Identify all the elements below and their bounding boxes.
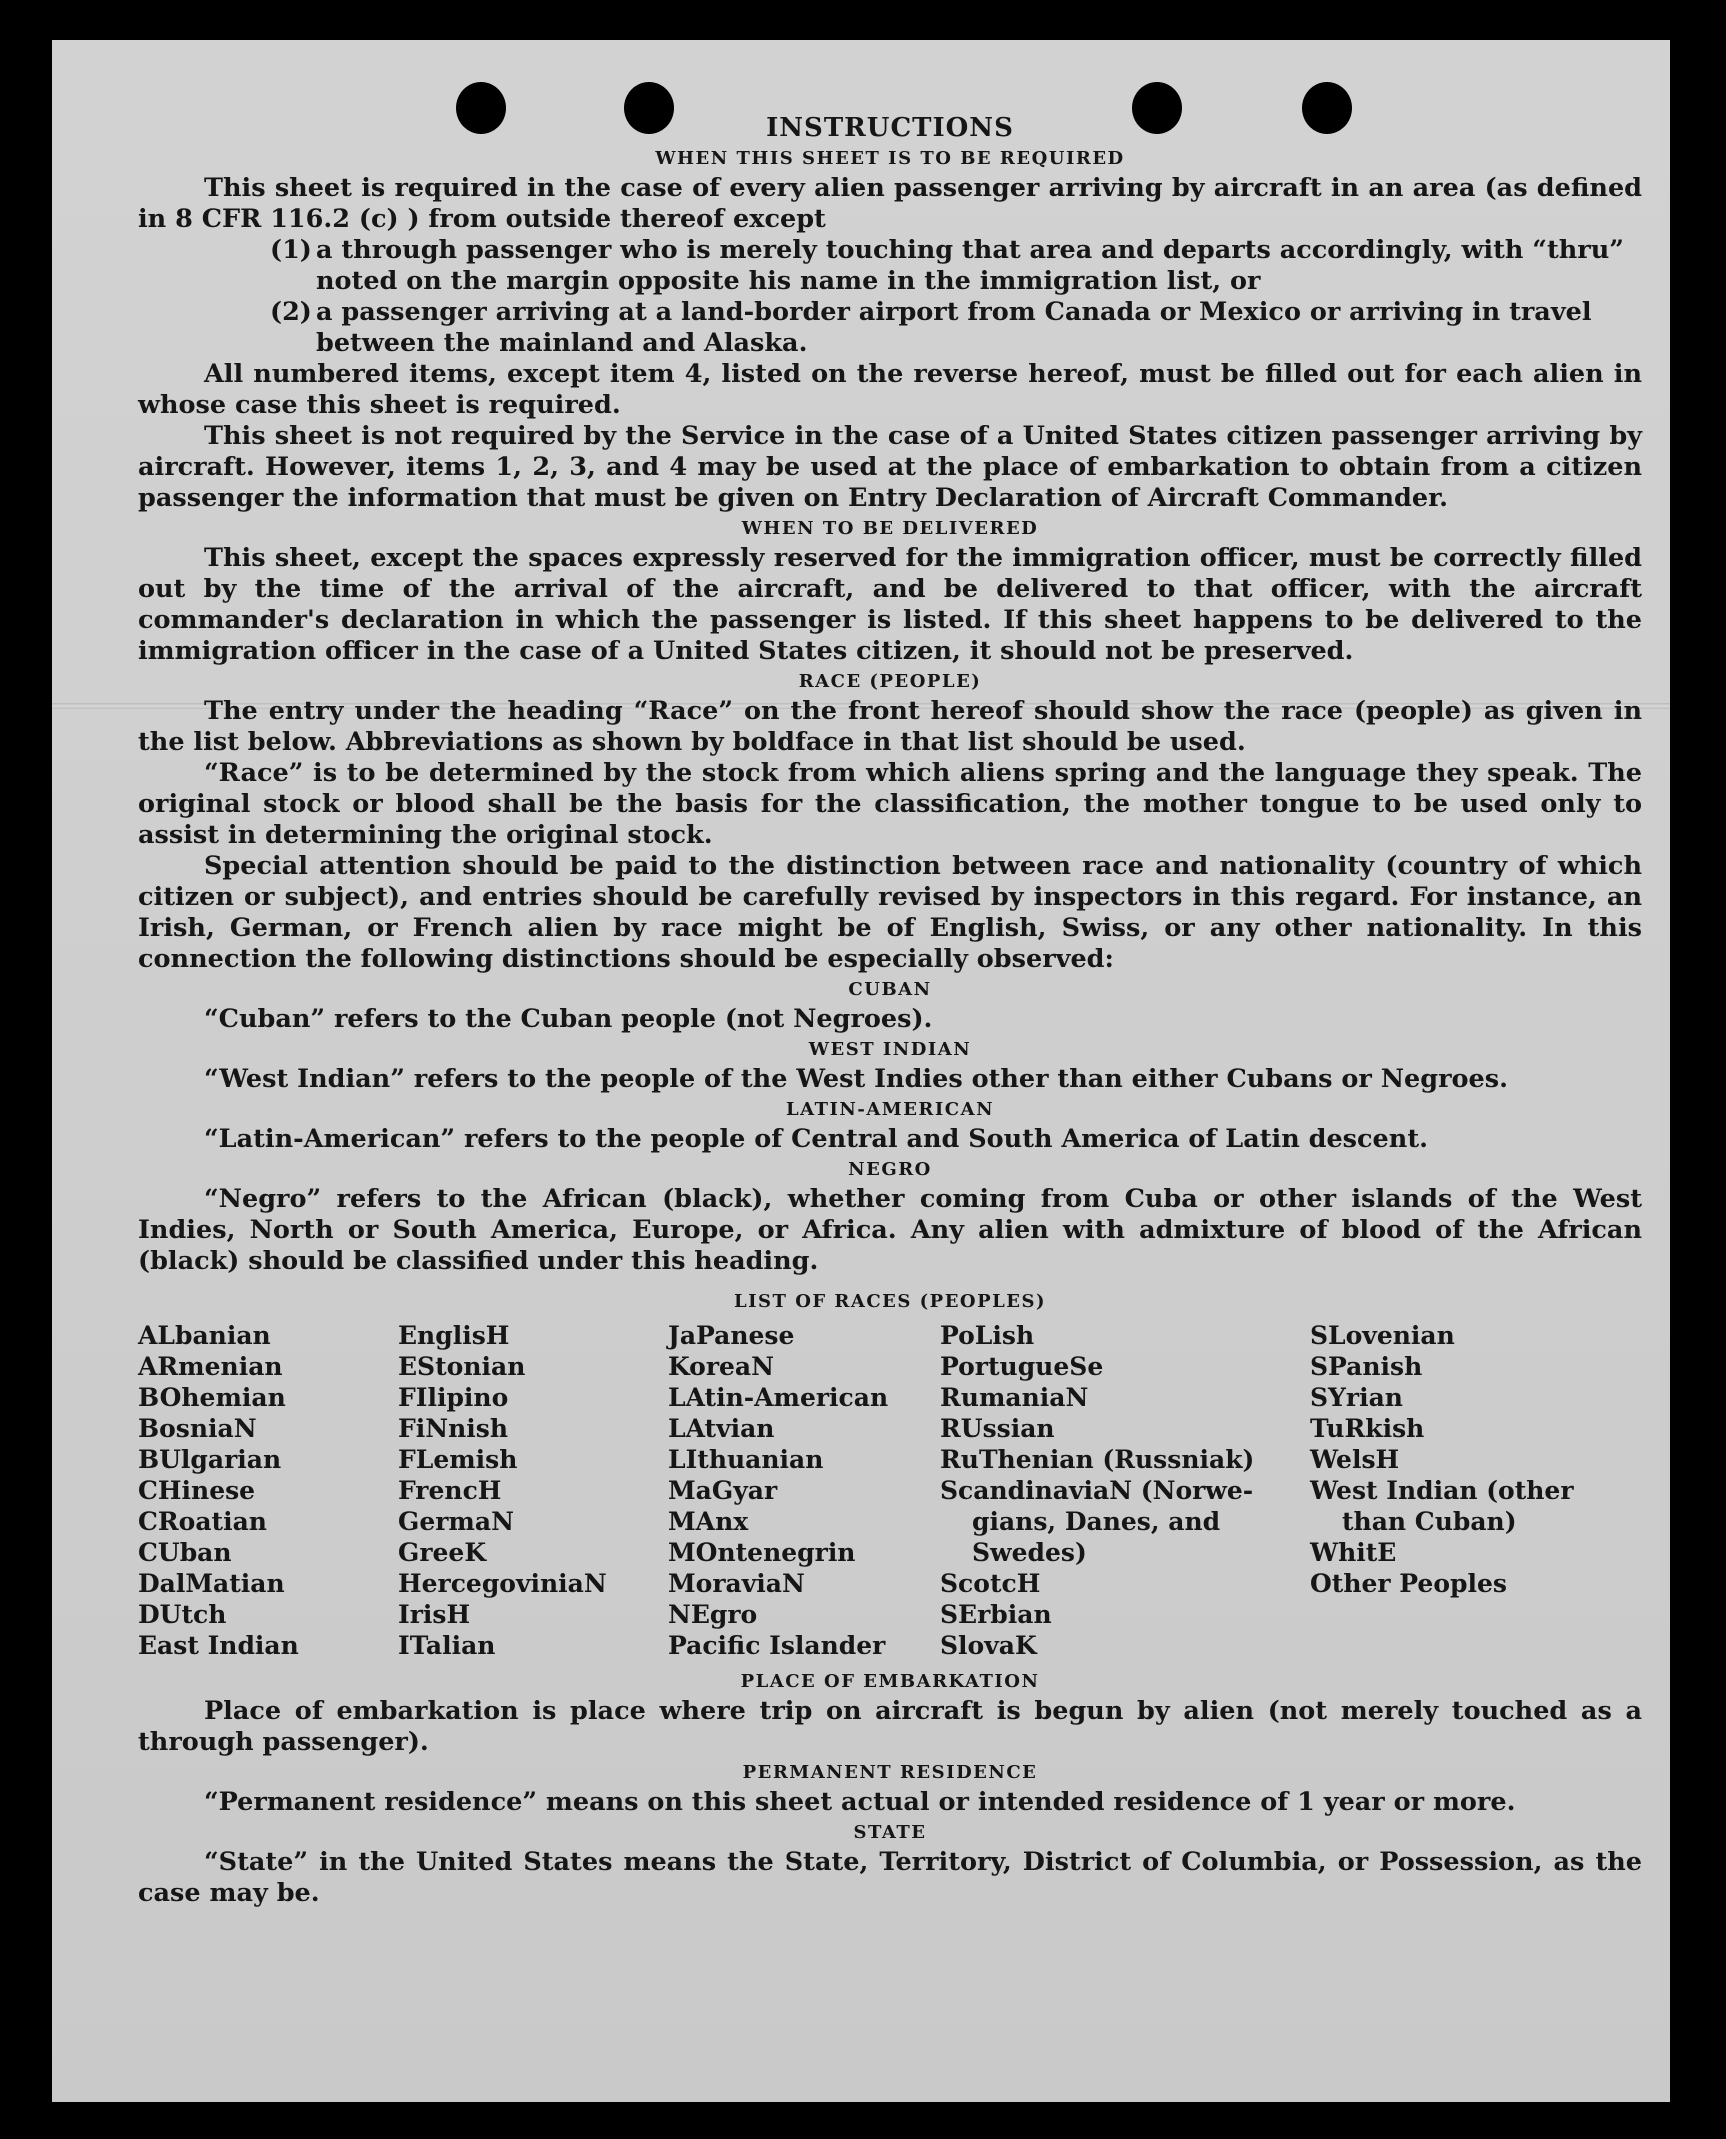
race-entry: JaPanese	[668, 1321, 795, 1350]
paragraph: “Permanent residence” means on this sheet actual or intended residence of 1 year or more.	[204, 1787, 1516, 1817]
heading-when-delivered: WHEN TO BE DELIVERED	[741, 518, 1039, 539]
race-entry: SlovaK	[940, 1631, 1037, 1660]
paragraph: All numbered items, except item 4, listed on the reverse hereof, must be filled out for each alien in whose case this sheet is required.	[138, 359, 1642, 420]
document-sheet	[52, 40, 1670, 2102]
race-entry: Pacific Islander	[668, 1631, 886, 1660]
race-entry: TuRkish	[1310, 1414, 1425, 1443]
paragraph: “Negro” refers to the African (black), whether coming from Cuba or other islands of the West Indies, North or South America, Europe, or Africa. Any alien with admixture of blood of the African (black) should be classified under this heading.	[138, 1184, 1642, 1276]
race-entry: GermaN	[398, 1507, 514, 1536]
race-entry: PortugueSe	[940, 1352, 1104, 1381]
instructions-body	[138, 112, 1642, 1909]
race-entry: RuThenian (Russniak)	[940, 1445, 1255, 1474]
race-entry: GreeK	[398, 1538, 487, 1567]
race-entry: ARmenian	[138, 1352, 283, 1381]
heading-cuban: CUBAN	[848, 979, 932, 1000]
races-column	[940, 1320, 1310, 1661]
race-entry: DalMatian	[138, 1569, 285, 1598]
race-entry: East Indian	[138, 1631, 299, 1660]
race-entry: LIthuanian	[668, 1445, 824, 1474]
races-column	[138, 1320, 398, 1661]
heading-place-of-embarkation: PLACE OF EMBARKATION	[740, 1671, 1040, 1692]
race-entry: BosniaN	[138, 1414, 257, 1443]
exception-text: a passenger arriving at a land-border airport from Canada or Mexico or arriving in travel between the mainland and Alaska.	[316, 297, 1592, 358]
race-entry: ALbanian	[138, 1321, 271, 1350]
paragraph: Special attention should be paid to the distinction between race and nationality (country of which citizen or subject), and entries should be carefully revised by inspectors in this regard. For instance, an Irish, German, or French alien by race might be of English, Swiss, or any other nationality. In this connection the following distinctions should be especially observed:	[138, 851, 1642, 974]
race-entry: EStonian	[398, 1352, 526, 1381]
exception-number: (2)	[270, 297, 312, 327]
race-entry: SErbian	[940, 1600, 1052, 1629]
race-entry: NEgro	[668, 1600, 758, 1629]
race-entry: MoraviaN	[668, 1569, 805, 1598]
heading-race: RACE (PEOPLE)	[798, 671, 982, 692]
race-entry: CUban	[138, 1538, 232, 1567]
race-entry: BOhemian	[138, 1383, 286, 1412]
exception-number: (1)	[270, 235, 312, 265]
race-entry: SPanish	[1310, 1352, 1423, 1381]
race-entry: CRoatian	[138, 1507, 267, 1536]
race-entry: DUtch	[138, 1600, 227, 1629]
paragraph: “Cuban” refers to the Cuban people (not Negroes).	[204, 1004, 933, 1034]
race-entry: KoreaN	[668, 1352, 774, 1381]
race-entry: HercegoviniaN	[398, 1569, 607, 1598]
exception-item	[138, 235, 1642, 297]
race-entry: FIlipino	[398, 1383, 509, 1412]
heading-permanent-residence: PERMANENT RESIDENCE	[742, 1762, 1038, 1783]
paragraph: This sheet is required in the case of every alien passenger arriving by aircraft in an area (as defined in 8 CFR 116.2 (c) ) from outside thereof except	[138, 173, 1642, 234]
race-entry: LAtin-American	[668, 1383, 889, 1412]
race-entry: ScandinaviaN (Norwe-	[940, 1476, 1254, 1505]
heading-when-required: WHEN THIS SHEET IS TO BE REQUIRED	[655, 148, 1125, 169]
heading-negro: NEGRO	[848, 1159, 932, 1180]
races-column	[668, 1320, 940, 1661]
race-entry: EnglisH	[398, 1321, 510, 1350]
paragraph: “Race” is to be determined by the stock from which aliens spring and the language they speak. The original stock or blood shall be the basis for the classification, the mother tongue to be used only to assist in determining the original stock.	[138, 758, 1642, 850]
race-entry: FrencH	[398, 1476, 502, 1505]
races-column	[398, 1320, 668, 1661]
paragraph: “Latin-American” refers to the people of Central and South America of Latin descent.	[204, 1124, 1428, 1154]
race-entry: West Indian (other	[1310, 1476, 1574, 1505]
race-entry: FLemish	[398, 1445, 518, 1474]
paragraph: “West Indian” refers to the people of the West Indies other than either Cubans or Negroes.	[204, 1064, 1508, 1094]
heading-west-indian: WEST INDIAN	[808, 1039, 972, 1060]
race-entry: MaGyar	[668, 1476, 778, 1505]
races-column	[1310, 1320, 1610, 1661]
race-entry: ScotcH	[940, 1569, 1041, 1598]
race-entry: RumaniaN	[940, 1383, 1089, 1412]
race-entry-continued: gians, Danes, and	[972, 1507, 1221, 1536]
race-entry: RUssian	[940, 1414, 1055, 1443]
race-entry: SYrian	[1310, 1383, 1403, 1412]
race-entry-continued: than Cuban)	[1342, 1507, 1517, 1536]
page-title: INSTRUCTIONS	[766, 113, 1014, 143]
race-entry: BUlgarian	[138, 1445, 282, 1474]
race-entry: CHinese	[138, 1476, 256, 1505]
heading-list-of-races: LIST OF RACES (PEOPLES)	[733, 1291, 1047, 1312]
race-entry: FiNnish	[398, 1414, 509, 1443]
heading-latin-american: LATIN-AMERICAN	[785, 1099, 995, 1120]
race-entry: SLovenian	[1310, 1321, 1455, 1350]
race-entry: Other Peoples	[1310, 1569, 1507, 1598]
exception-item	[138, 297, 1642, 359]
race-entry-continued: Swedes)	[972, 1538, 1087, 1567]
paragraph: This sheet, except the spaces expressly reserved for the immigration officer, must be correctly filled out by the time of the arrival of the aircraft, and be delivered to that officer, with the aircraft commander's declaration in which the passenger is listed. If this sheet happens to be delivered to the immigration officer in the case of a United States citizen, it should not be preserved.	[138, 543, 1642, 666]
race-entry: IrisH	[398, 1600, 471, 1629]
paragraph: The entry under the heading “Race” on the front hereof should show the race (people) as given in the list below. Abbreviations as shown by boldface in that list should be used.	[138, 696, 1642, 757]
race-entry: MAnx	[668, 1507, 749, 1536]
exception-text: a through passenger who is merely touching that area and departs accordingly, with “thru” noted on the margin opposite his name in the immigration list, or	[316, 235, 1624, 296]
paragraph: Place of embarkation is place where trip on aircraft is begun by alien (not merely touched as a through passenger).	[138, 1696, 1642, 1757]
race-entry: ITalian	[398, 1631, 496, 1660]
race-entry: LAtvian	[668, 1414, 775, 1443]
race-entry: PoLish	[940, 1321, 1035, 1350]
paragraph: “State” in the United States means the State, Territory, District of Columbia, or Possession, as the case may be.	[138, 1847, 1642, 1908]
heading-state: STATE	[853, 1822, 927, 1843]
race-entry: WelsH	[1310, 1445, 1400, 1474]
race-entry: WhitE	[1310, 1538, 1397, 1567]
races-list	[138, 1320, 1642, 1661]
race-entry: MOntenegrin	[668, 1538, 856, 1567]
paragraph: This sheet is not required by the Service in the case of a United States citizen passenger arriving by aircraft. However, items 1, 2, 3, and 4 may be used at the place of embarkation to obtain from a citizen passenger the information that must be given on Entry Declaration of Aircraft Commander.	[138, 421, 1642, 513]
